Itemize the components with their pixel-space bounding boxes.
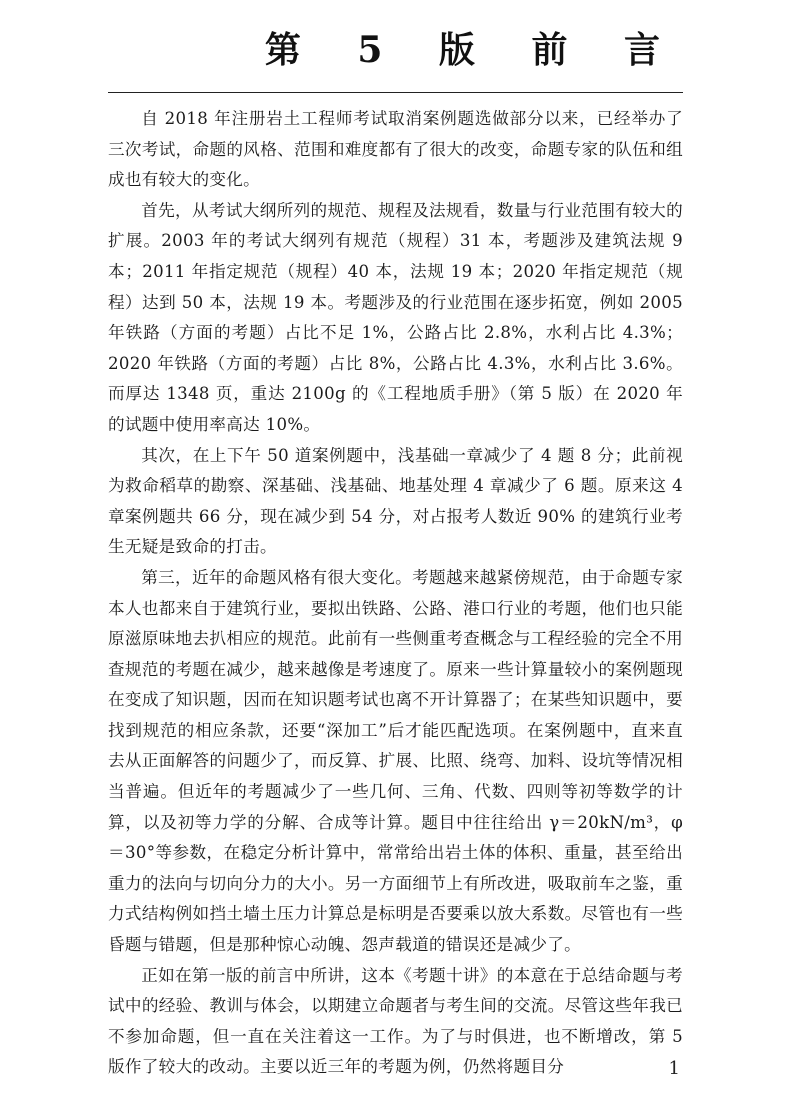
paragraph-1: 自 2018 年注册岩土工程师考试取消案例题选做部分以来，已经举办了三次考试，命题的风格、范围和难度都有了很大的改变，命题专家的队伍和组成也有较大的变化。 bbox=[108, 109, 683, 190]
paragraph-3: 其次，在上下午 50 道案例题中，浅基础一章减少了 4 题 8 分；此前视为救命稻草的勘察、深基础、浅基础、地基处理 4 章减少了 6 题。原来这 4 章案例题共 66 分，现在减少到 54 分，对占报考人数近 90% 的建筑行业考生无疑是致命的打击。 bbox=[108, 445, 683, 557]
body-text bbox=[108, 104, 683, 1083]
paragraph-5: 正如在第一版的前言中所讲，这本《考题十讲》的本意在于总结命题与考试中的经验、教训与体会，以期建立命题者与考生间的交流。尽管这些年我已不参加命题，但一直在关注着这一工作。为了与时俱进，也不断增改，第 5 版作了较大的改动。主要以近三年的考题为例，仍然将题目分 bbox=[108, 965, 683, 1077]
page-number: 1 bbox=[668, 1058, 680, 1079]
page-title: 第 5 版 前 言 bbox=[264, 29, 682, 71]
title-divider bbox=[108, 92, 683, 93]
paragraph-4: 第三，近年的命题风格有很大变化。考题越来越紧傍规范，由于命题专家本人也都来自于建筑行业，要拟出铁路、公路、港口行业的考题，他们也只能原滋原味地去扒相应的规范。此前有一些侧重考查概念与工程经验的完全不用查规范的考题在减少，越来越像是考速度了。原来一些计算量较小的案例题现在变成了知识题，因而在知识题考试也离不开计算器了；在某些知识题中，要找到规范的相应条款，还要“深加工”后才能匹配选项。在案例题中，直来直去从正面解答的问题少了，而反算、扩展、比照、绕弯、加料、设坑等情况相当普遍。但近年的考题减少了一些几何、三角、代数、四则等初等数学的计算，以及初等力学的分解、合成等计算。题目中往往给出 γ＝20kN/m³，φ＝30°等参数，在稳定分析计算中，常常给出岩土体的体积、重量，甚至给出重力的法向与切向分力的大小。另一方面细节上有所改进，吸取前车之鉴，重力式结构例如挡土墙土压力计算总是标明是否要乘以放大系数。尽管也有一些昏题与错题，但是那种惊心动魄、怨声载道的错误还是减少了。 bbox=[108, 567, 683, 955]
paragraph-2: 首先，从考试大纲所列的规范、规程及法规看，数量与行业范围有较大的扩展。2003 年的考试大纲列有规范（规程）31 本，考题涉及建筑法规 9 本；2011 年指定规范（规程）40 本，法规 19 本；2020 年指定规范（规程）达到 50 本，法规 19 本。考题涉及的行业范围在逐步拓宽，例如 2005 年铁路（方面的考题）占比不足 1%，公路占比 2.8%，水利占比 4.3%；2020 年铁路（方面的考题）占比 8%，公路占比 4.3%，水利占比 3.6%。而厚达 1348 页，重达 2100g 的《工程地质手册》（第 5 版）在 2020 年的试题中使用率高达 10%。 bbox=[108, 200, 683, 434]
